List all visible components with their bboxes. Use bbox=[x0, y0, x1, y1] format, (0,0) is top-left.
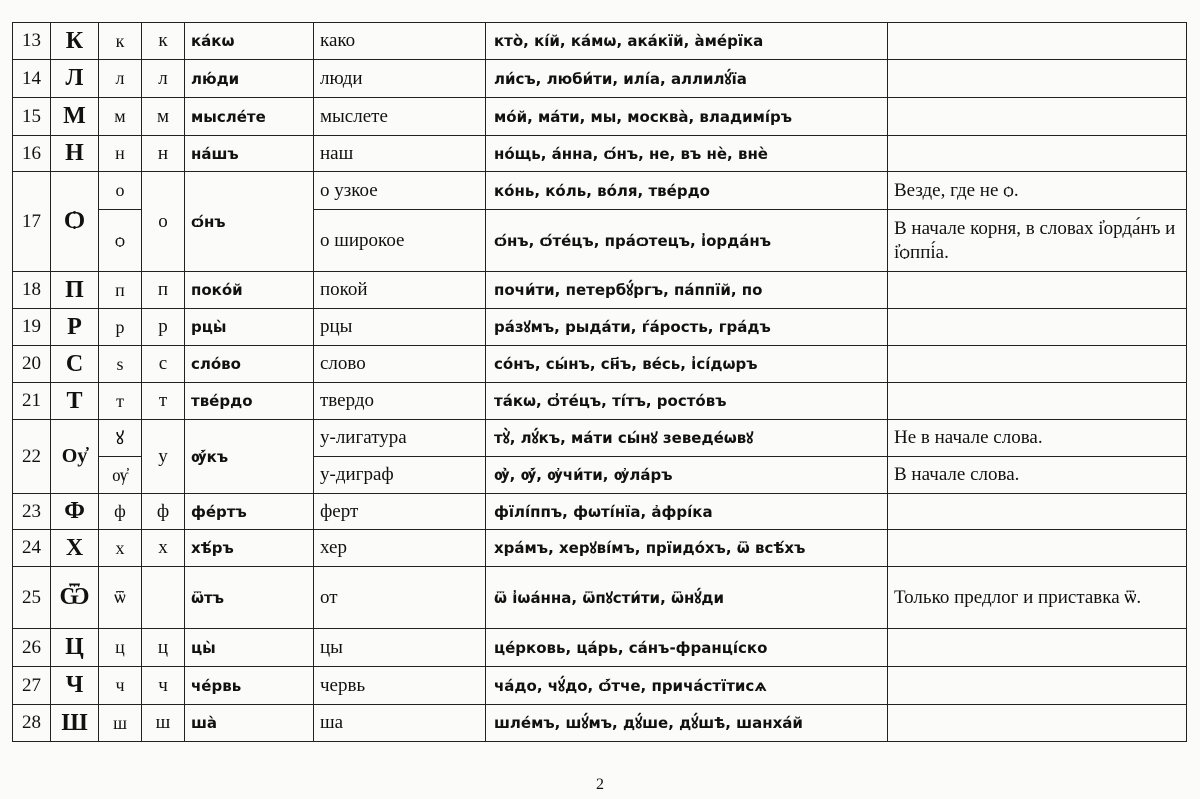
modern-letter: н bbox=[142, 136, 185, 172]
examples: со́нъ, сы́нъ, сн҃ъ, ве́сь, і̓сі́дѡръ bbox=[486, 346, 888, 383]
table-row bbox=[13, 383, 1187, 420]
row-number: 27 bbox=[13, 667, 51, 705]
lowercase-letter: х bbox=[99, 530, 142, 567]
letter-name-modern: наш bbox=[314, 136, 486, 172]
letter-name-modern: от bbox=[314, 567, 486, 629]
uppercase-letter: Х bbox=[51, 530, 99, 567]
examples: шле́мъ, шꙋ́мъ, дꙋ́ше, дꙋ́шѣ, шанха́й bbox=[486, 705, 888, 742]
letter-name-modern: у-лигатура bbox=[314, 420, 486, 457]
lowercase-letter: ѕ bbox=[99, 346, 142, 383]
lowercase-letter: п bbox=[99, 272, 142, 309]
row-number: 18 bbox=[13, 272, 51, 309]
page-number: 2 bbox=[596, 776, 604, 793]
note bbox=[888, 309, 1187, 346]
letter-name-modern: твердо bbox=[314, 383, 486, 420]
note bbox=[888, 667, 1187, 705]
note bbox=[888, 98, 1187, 136]
table-row bbox=[13, 530, 1187, 567]
letter-name-modern: цы bbox=[314, 629, 486, 667]
modern-letter: р bbox=[142, 309, 185, 346]
uppercase-letter: С bbox=[51, 346, 99, 383]
modern-letter: т bbox=[142, 383, 185, 420]
row-number: 25 bbox=[13, 567, 51, 629]
uppercase-letter: Н bbox=[51, 136, 99, 172]
examples: почи́ти, петербꙋ́ргъ, па́ппїй, по bbox=[486, 272, 888, 309]
table-row bbox=[13, 667, 1187, 705]
note bbox=[888, 383, 1187, 420]
table-row bbox=[13, 98, 1187, 136]
lowercase-letter: н bbox=[99, 136, 142, 172]
letter-name-modern: мыслете bbox=[314, 98, 486, 136]
examples: мо́й, ма́ти, мы, москва̀, владимі́ръ bbox=[486, 98, 888, 136]
letter-name-modern: о широкое bbox=[314, 210, 486, 272]
lowercase-letter: ѻ bbox=[99, 210, 142, 272]
examples: ча́до, чꙋ́до, ѻ҆́тче, прича́стїтисѧ bbox=[486, 667, 888, 705]
modern-letter: м bbox=[142, 98, 185, 136]
note bbox=[888, 346, 1187, 383]
letter-name-slavonic: сло́во bbox=[185, 346, 314, 383]
lowercase-letter: м bbox=[99, 98, 142, 136]
note: Не в начале слова. bbox=[888, 420, 1187, 457]
examples: фїлі́ппъ, фѡті́нїа, а҆фрі́ка bbox=[486, 494, 888, 530]
lowercase-letter: ѿ bbox=[99, 567, 142, 629]
row-number: 14 bbox=[13, 60, 51, 98]
note bbox=[888, 272, 1187, 309]
row-number: 19 bbox=[13, 309, 51, 346]
lowercase-letter: л bbox=[99, 60, 142, 98]
note bbox=[888, 629, 1187, 667]
table-row bbox=[13, 420, 1187, 457]
lowercase-letter: ф bbox=[99, 494, 142, 530]
examples: це́рковь, ца́рь, са́нъ-франці́ско bbox=[486, 629, 888, 667]
letter-name-slavonic: рцы̀ bbox=[185, 309, 314, 346]
letter-name-modern: рцы bbox=[314, 309, 486, 346]
examples: ѿ і̓ѡа́нна, ѿпꙋсти́ти, ѿнꙋ́ди bbox=[486, 567, 888, 629]
examples: хра́мъ, херꙋві́мъ, прїидо́хъ, ѿ всѣ́хъ bbox=[486, 530, 888, 567]
letter-name-slavonic: лю́ди bbox=[185, 60, 314, 98]
note: Везде, где не ѻ. bbox=[888, 172, 1187, 210]
letter-name-slavonic: ка́кѡ bbox=[185, 23, 314, 60]
letter-name-modern: люди bbox=[314, 60, 486, 98]
uppercase-letter: Ѿ bbox=[51, 567, 99, 629]
modern-letter: к bbox=[142, 23, 185, 60]
letter-name-slavonic: мысле́те bbox=[185, 98, 314, 136]
note bbox=[888, 60, 1187, 98]
letter-name-modern: како bbox=[314, 23, 486, 60]
letter-name-slavonic: ѻ́нъ bbox=[185, 172, 314, 272]
examples: та́кѡ, ѻ̓те́цъ, ті́тъ, росто́въ bbox=[486, 383, 888, 420]
lowercase-letter: к bbox=[99, 23, 142, 60]
row-number: 24 bbox=[13, 530, 51, 567]
letter-name-modern: у-диграф bbox=[314, 457, 486, 494]
uppercase-letter: К bbox=[51, 23, 99, 60]
row-number: 16 bbox=[13, 136, 51, 172]
uppercase-letter: П bbox=[51, 272, 99, 309]
modern-letter: ц bbox=[142, 629, 185, 667]
row-number: 13 bbox=[13, 23, 51, 60]
row-number: 20 bbox=[13, 346, 51, 383]
row-number: 15 bbox=[13, 98, 51, 136]
lowercase-letter: т bbox=[99, 383, 142, 420]
examples: ѻ́нъ, ѻ́те́цъ, пра́ѻтецъ, і̓орда́нъ bbox=[486, 210, 888, 272]
table-row bbox=[13, 309, 1187, 346]
uppercase-letter: Т bbox=[51, 383, 99, 420]
examples: ра́зꙋмъ, рыда́ти, ѓа́рость, гра́дъ bbox=[486, 309, 888, 346]
modern-letter: ч bbox=[142, 667, 185, 705]
modern-letter: с bbox=[142, 346, 185, 383]
lowercase-letter: о bbox=[99, 172, 142, 210]
letter-name-slavonic: хѣ́ръ bbox=[185, 530, 314, 567]
modern-letter: ш bbox=[142, 705, 185, 742]
lowercase-letter: ч bbox=[99, 667, 142, 705]
note bbox=[888, 494, 1187, 530]
uppercase-letter: М bbox=[51, 98, 99, 136]
letter-name-modern: покой bbox=[314, 272, 486, 309]
uppercase-letter: Р bbox=[51, 309, 99, 346]
examples: тꙋ̀, лꙋ́къ, ма́ти сы́нꙋ зеведе́ѡвꙋ bbox=[486, 420, 888, 457]
note: В начале корня, в словах і̓орда́нъ и і̓ѻппі́а. bbox=[888, 210, 1187, 272]
table-row bbox=[13, 60, 1187, 98]
uppercase-letter: Ц bbox=[51, 629, 99, 667]
note bbox=[888, 530, 1187, 567]
letter-name-modern: ферт bbox=[314, 494, 486, 530]
modern-letter: о bbox=[142, 172, 185, 272]
uppercase-letter: Оу҆ bbox=[51, 420, 99, 494]
uppercase-letter: Ч bbox=[51, 667, 99, 705]
modern-letter: л bbox=[142, 60, 185, 98]
row-number: 17 bbox=[13, 172, 51, 272]
table-row bbox=[13, 172, 1187, 210]
note: Только предлог и приставка ѿ. bbox=[888, 567, 1187, 629]
examples: но́щь, а́нна, ѻ́нъ, не, въ нѐ, внѐ bbox=[486, 136, 888, 172]
letter-name-modern: ша bbox=[314, 705, 486, 742]
letter-name-modern: слово bbox=[314, 346, 486, 383]
letter-name-slavonic: ѹ҆́къ bbox=[185, 420, 314, 494]
examples: ли́съ, люби́ти, илі́а, аллилꙋ́їа bbox=[486, 60, 888, 98]
letter-name-modern: червь bbox=[314, 667, 486, 705]
table-row bbox=[13, 567, 1187, 629]
letter-name-slavonic: поко́й bbox=[185, 272, 314, 309]
examples: кто̀, кі́й, ка́мѡ, ака́кїй, а̀ме́рїка bbox=[486, 23, 888, 60]
lowercase-letter: ꙋ bbox=[99, 420, 142, 457]
modern-letter bbox=[142, 567, 185, 629]
table-row bbox=[13, 272, 1187, 309]
row-number: 22 bbox=[13, 420, 51, 494]
note: В начале слова. bbox=[888, 457, 1187, 494]
letter-name-modern: о узкое bbox=[314, 172, 486, 210]
letter-name-slavonic: фе́ртъ bbox=[185, 494, 314, 530]
note bbox=[888, 705, 1187, 742]
note bbox=[888, 23, 1187, 60]
lowercase-letter: р bbox=[99, 309, 142, 346]
letter-name-slavonic: ѿтъ bbox=[185, 567, 314, 629]
row-number: 28 bbox=[13, 705, 51, 742]
lowercase-letter: ш bbox=[99, 705, 142, 742]
uppercase-letter: Ш bbox=[51, 705, 99, 742]
letter-name-slavonic: цы̀ bbox=[185, 629, 314, 667]
alphabet-table bbox=[12, 22, 1187, 742]
letter-name-slavonic: тве́рдо bbox=[185, 383, 314, 420]
table-row bbox=[13, 494, 1187, 530]
modern-letter: х bbox=[142, 530, 185, 567]
table-row bbox=[13, 346, 1187, 383]
letter-name-modern: хер bbox=[314, 530, 486, 567]
row-number: 26 bbox=[13, 629, 51, 667]
note bbox=[888, 136, 1187, 172]
letter-name-slavonic: че́рвь bbox=[185, 667, 314, 705]
table-row bbox=[13, 629, 1187, 667]
table-row bbox=[13, 23, 1187, 60]
table-row bbox=[13, 705, 1187, 742]
row-number: 21 bbox=[13, 383, 51, 420]
uppercase-letter: Л bbox=[51, 60, 99, 98]
letter-name-slavonic: на́шъ bbox=[185, 136, 314, 172]
examples: ко́нь, ко́ль, во́ля, тве́рдо bbox=[486, 172, 888, 210]
letter-name-slavonic: ша̀ bbox=[185, 705, 314, 742]
modern-letter: п bbox=[142, 272, 185, 309]
modern-letter: ф bbox=[142, 494, 185, 530]
examples: ѹ҆̀, ѹ҆́, ѹ҆чи́ти, ѹ҆ла́ръ bbox=[486, 457, 888, 494]
uppercase-letter: Ф bbox=[51, 494, 99, 530]
table-row bbox=[13, 136, 1187, 172]
modern-letter: у bbox=[142, 420, 185, 494]
lowercase-letter: ѹ҆ bbox=[99, 457, 142, 494]
uppercase-letter: Ѻ bbox=[51, 172, 99, 272]
row-number: 23 bbox=[13, 494, 51, 530]
lowercase-letter: ц bbox=[99, 629, 142, 667]
